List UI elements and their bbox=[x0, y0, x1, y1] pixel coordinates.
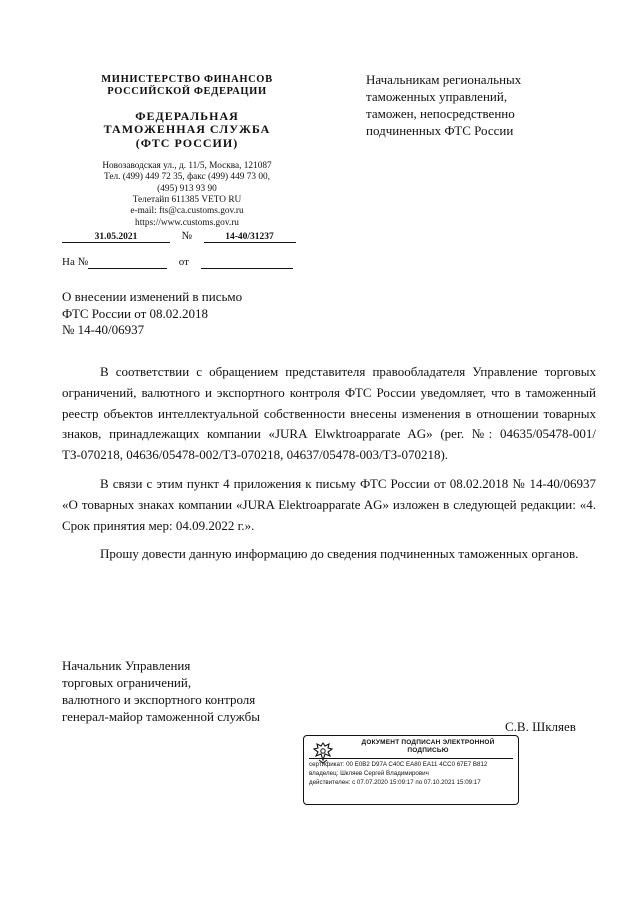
recipient-line-1: Начальникам региональных bbox=[366, 72, 522, 87]
signatory-line-2: торговых ограничений, bbox=[62, 674, 192, 690]
signatory-line-4: генерал-майор таможенной службы bbox=[62, 708, 260, 724]
reply-reference-line bbox=[62, 256, 293, 269]
recipient-line-4: подчиненных ФТС России bbox=[366, 122, 514, 138]
signatory-title bbox=[62, 658, 302, 726]
service-line-1: ФЕДЕРАЛЬНАЯ bbox=[135, 108, 239, 123]
address-line-1: Новозаводская ул., д. 11/5, Москва, 121087 bbox=[102, 160, 272, 171]
recipient-line-2: таможенных управлений, bbox=[366, 88, 508, 104]
recipient-line-3: таможен, непосредственно bbox=[366, 105, 515, 121]
coat-of-arms-icon bbox=[310, 740, 336, 764]
service-line-3: (ФТС РОССИИ) bbox=[135, 136, 239, 151]
address-line-2: Тел. (499) 449 72 35, факс (499) 449 73 00, bbox=[104, 172, 270, 183]
body-paragraph-1: В соответствии с обращением представителя правообладателя Управление торговых ограничений, валютного и экспортного контроля ФТС России уведомляет, что в таможенный реестр объектов интеллектуальной собственности внесены изменения в отношении товарных знаков, принадлежащих компании «JURA Elwktroapparate AG» (рег. №: 04635/05478-001/ТЗ-070218, 04636/05478-002/ТЗ-070218, 04637/05478-003/ТЗ-070218). bbox=[62, 364, 596, 463]
number-symbol: № bbox=[181, 230, 192, 242]
website-line: https://www.customs.gov.ru bbox=[135, 217, 239, 228]
body-paragraph-3: Прошу довести данную информацию до сведения подчиненных таможенных органов. bbox=[100, 546, 579, 562]
registration-date: 31.05.2021 bbox=[62, 232, 170, 243]
stamp-owner: владелец: Шкляев Сергей Владимирович bbox=[309, 770, 429, 778]
stamp-certificate: сертификат: 00 E0B2 D97A C40C EA80 EA11 4CC0 67E7 B812 bbox=[309, 761, 488, 769]
organization-header bbox=[62, 74, 312, 229]
service-line-2: ТАМОЖЕННАЯ СЛУЖБА bbox=[103, 122, 271, 137]
body-paragraph-2: В связи с этим пункт 4 приложения к письму ФТС России от 08.02.2018 № 14-40/06937 «О товарных знаках компании «JURA Elektroapparate AG» изложен в следующей редакции: «4. Срок принятия мер: 04.09.2022 г.». bbox=[62, 475, 596, 533]
subject-line-2: ФТС России от 08.02.2018 bbox=[62, 305, 209, 321]
signatory-line-3: валютного и экспортного контроля bbox=[62, 691, 256, 707]
contact-details bbox=[62, 161, 312, 229]
registration-line bbox=[62, 230, 296, 243]
signatory-name: С.В. Шкляев bbox=[505, 719, 576, 734]
ministry-line-1: МИНИСТЕРСТВО ФИНАНСОВ bbox=[101, 74, 273, 85]
reply-number-field bbox=[88, 258, 167, 269]
address-line-3: (495) 913 93 90 bbox=[157, 183, 217, 194]
recipient-block bbox=[366, 72, 616, 140]
email-line: e-mail: fts@ca.customs.gov.ru bbox=[130, 206, 244, 217]
subject-block bbox=[62, 289, 322, 339]
subject-line-3: № 14-40/06937 bbox=[62, 322, 145, 338]
electronic-signature-stamp bbox=[303, 735, 519, 805]
stamp-validity: действителен: с 07.07.2020 15:09:17 по 07.10.2021 15:09:17 bbox=[309, 779, 481, 787]
reply-label: На № bbox=[62, 256, 89, 268]
ministry-name bbox=[62, 74, 312, 98]
stamp-title-line-2: ПОДПИСЬЮ bbox=[407, 747, 449, 755]
signatory-line-1: Начальник Управления bbox=[62, 658, 191, 673]
stamp-title bbox=[343, 739, 513, 755]
registration-number: 14-40/31237 bbox=[204, 232, 296, 243]
service-name bbox=[62, 110, 312, 151]
teletype-line: Телетайп 611385 VETO RU bbox=[132, 194, 242, 205]
from-label: от bbox=[178, 256, 189, 268]
subject-line-1: О внесении изменений в письмо bbox=[62, 289, 243, 304]
reply-date-field bbox=[201, 258, 293, 269]
letter-body bbox=[62, 362, 596, 573]
stamp-title-line-1: ДОКУМЕНТ ПОДПИСАН ЭЛЕКТРОННОЙ bbox=[361, 739, 495, 746]
stamp-divider bbox=[309, 758, 513, 759]
ministry-line-2: РОССИЙСКОЙ ФЕДЕРАЦИИ bbox=[107, 85, 267, 97]
